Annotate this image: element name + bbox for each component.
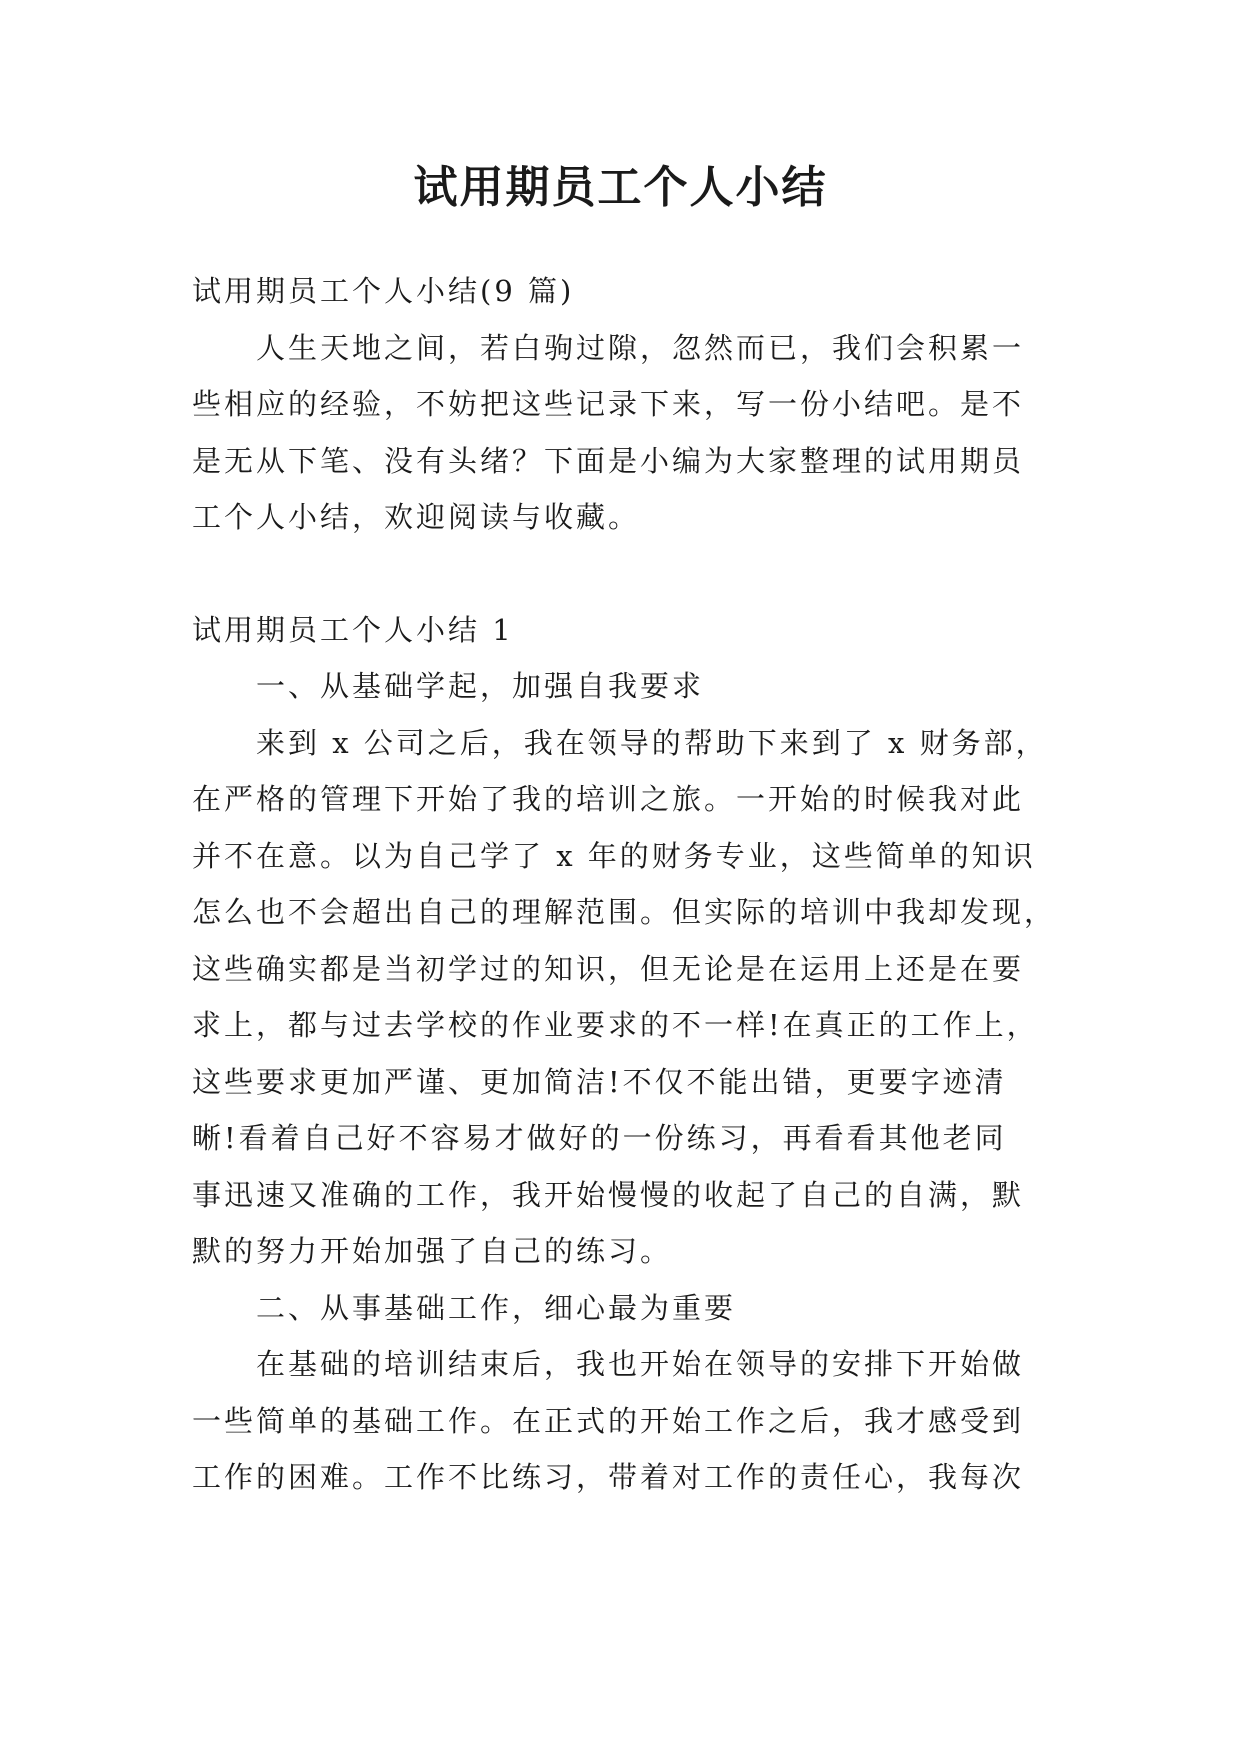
paragraph-line: 在基础的培训结束后，我也开始在领导的安排下开始做 (256, 1347, 1025, 1381)
point-heading: 二、从事基础工作，细心最为重要 (256, 1290, 737, 1325)
point1-paragraph (192, 715, 1062, 1280)
intro-line: 工个人小结，欢迎阅读与收藏。 (192, 500, 641, 534)
document-subtitle: 试用期员工个人小结(9 篇) (192, 274, 575, 308)
paragraph-line: 默的努力开始加强了自己的练习。 (192, 1234, 673, 1268)
paragraph-line: 晰!看着自己好不容易才做好的一份练习，再看看其他老同 (192, 1121, 1007, 1155)
section-gap (192, 546, 1062, 602)
intro-line: 人生天地之间，若白驹过隙，忽然而已，我们会积累一 (256, 330, 1025, 365)
intro-paragraph (192, 320, 1062, 546)
paragraph-line: 并不在意。以为自己学了 x 年的财务专业，这些简单的知识 (192, 838, 1036, 873)
intro-line: 些相应的经验，不妨把这些记录下来，写一份小结吧。是不 (192, 387, 1025, 421)
document-body (192, 263, 1062, 1506)
paragraph-line: 一些简单的基础工作。在正式的开始工作之后，我才感受到 (192, 1403, 1025, 1438)
document-title: 试用期员工个人小结 (413, 162, 828, 213)
point-heading: 一、从基础学起，加强自我要求 (256, 669, 705, 703)
paragraph-line: 事迅速又准确的工作，我开始慢慢的收起了自己的自满，默 (192, 1177, 1025, 1212)
section-title: 试用期员工个人小结 1 (192, 612, 514, 647)
paragraph-line: 工作的困难。工作不比练习，带着对工作的责任心，我每次 (192, 1460, 1025, 1494)
paragraph-line: 在严格的管理下开始了我的培训之旅。一开始的时候我对此 (192, 782, 1025, 816)
point2-paragraph (192, 1336, 1062, 1506)
paragraph-line: 这些确实都是当初学过的知识，但无论是在运用上还是在要 (192, 951, 1025, 986)
paragraph-line: 来到 x 公司之后，我在领导的帮助下来到了 x 财务部， (256, 725, 1048, 760)
intro-line: 是无从下笔、没有头绪？下面是小编为大家整理的试用期员 (192, 443, 1025, 478)
paragraph-line: 这些要求更加严谨、更加简洁!不仅不能出错，更要字迹清 (192, 1064, 1007, 1099)
paragraph-line: 求上，都与过去学校的作业要求的不一样!在真正的工作上， (192, 1008, 1039, 1042)
paragraph-line: 怎么也不会超出自己的理解范围。但实际的培训中我却发现， (192, 895, 1057, 929)
